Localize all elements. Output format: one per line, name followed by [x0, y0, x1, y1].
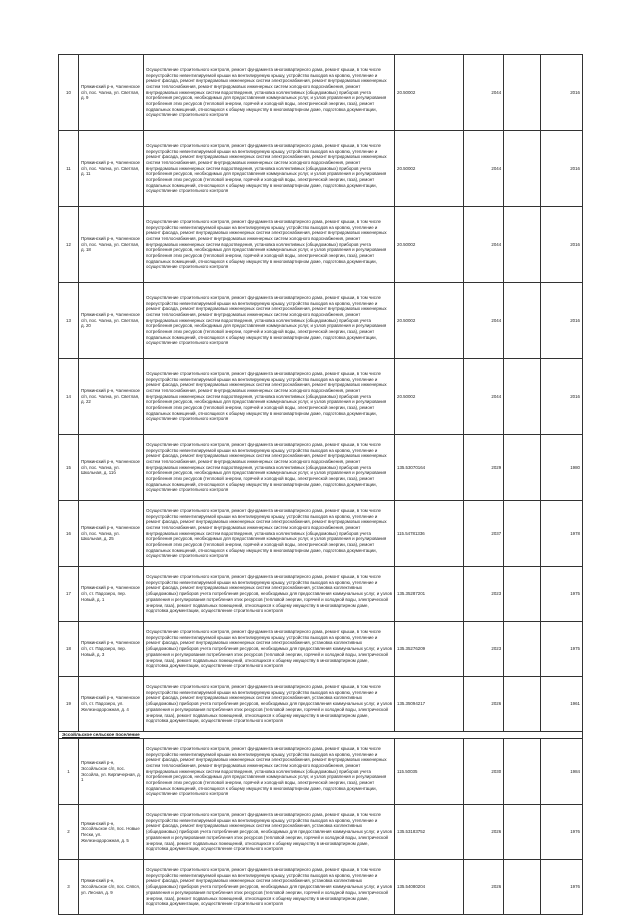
address-cell: Пряжинский р-н, Чалненское с/п, ст. Падозеро, пер. Новый, д. 1	[78, 567, 143, 622]
code-cell: 135.35287201	[395, 567, 464, 622]
code-cell: 135.53070164	[395, 435, 464, 501]
year-cell: 2044	[464, 207, 504, 283]
code-cell: 115.54781336	[395, 501, 464, 567]
empty-cell	[504, 131, 541, 207]
row-number: 14	[59, 359, 79, 435]
year-cell: 2037	[464, 501, 504, 567]
address-cell: Пряжинский р-н, Эссойльское с/п, пос. Новые Пески, ул. Железнодорожная, д. 5	[78, 805, 143, 860]
empty-cell	[504, 860, 541, 915]
works-cell: Осуществление строительного контроля, ремонт фундамента многоквартирного дома, ремонт крыши, в том числе переустройство невентилируемой крыши на вентилируемую крышу, устройство выходов на кровлю, утепление и ремонт фасада, ремонт внутридомовых инженерных систем электроснабжения, ремонт внутридомовых инженерных систем теплоснабжения, ремонт внутридомовых инженерных систем холодного водоснабжения, ремонт внутридомовых инженерных систем водоотведения, установка коллективных (общедомовых) приборов учета потребления ресурсов, необходимых для предоставления коммунальных услуг, и узлов управления и регулирования потребления этих ресурсов (тепловой энергии, горячей и холодной воды, электрической энергии, газа), ремонт подвальных помещений, относящихся к общему имуществу в многоквартирном доме, подготовка документации, осуществление строительного контроля	[144, 501, 395, 567]
year-built-cell: 1976	[540, 805, 582, 860]
works-cell: Осуществление строительного контроля, ремонт фундамента многоквартирного дома, ремонт крыши, в том числе переустройство невентилируемой крыши на вентилируемую крышу, устройство выходов на кровлю, утепление и ремонт фасада, ремонт внутридомовых инженерных систем электроснабжения, ремонт внутридомовых инженерных систем теплоснабжения, ремонт внутридомовых инженерных систем холодного водоснабжения, ремонт внутридомовых инженерных систем водоотведения, установка коллективных (общедомовых) приборов учета потребления ресурсов, необходимых для предоставления коммунальных услуг, и узлов управления и регулирования потребления этих ресурсов (тепловой энергии, горячей и холодной воды, электрической энергии, газа), ремонт подвальных помещений, относящихся к общему имуществу в многоквартирном доме, подготовка документации, осуществление строительного контроля	[144, 739, 395, 805]
year-built-cell: 1975	[540, 622, 582, 677]
year-built-cell: 1961	[540, 677, 582, 732]
table-row	[59, 860, 583, 915]
address-cell: Пряжинский р-н, Чалненское с/п, ст. Падозеро, пер. Новый, д. 3	[78, 622, 143, 677]
address-cell: Пряжинский р-н, Эссойльское с/п, пос. Сяпся, ул. Лесная, д. 9	[78, 860, 143, 915]
year-built-cell: 2016	[540, 283, 582, 359]
table-row	[59, 207, 583, 283]
empty-cell	[504, 283, 541, 359]
empty-cell	[504, 359, 541, 435]
row-number: 1	[59, 739, 79, 805]
code-cell: 20.50002	[395, 207, 464, 283]
table-row	[59, 567, 583, 622]
code-cell: 135.54080204	[395, 860, 464, 915]
year-built-cell: 2016	[540, 55, 582, 131]
row-number: 18	[59, 622, 79, 677]
works-cell: Осуществление строительного контроля, ремонт фундамента многоквартирного дома, ремонт крыши, в том числе переустройство невентилируемой крыши на вентилируемую крышу, устройство выходов на кровлю, утепление и ремонт фасада, ремонт внутридомовых инженерных систем электроснабжения, ремонт внутридомовых инженерных систем теплоснабжения, ремонт внутридомовых инженерных систем холодного водоснабжения, ремонт внутридомовых инженерных систем водоотведения, установка коллективных (общедомовых) приборов учета потребления ресурсов, необходимых для предоставления коммунальных услуг, и узлов управления и регулирования потребления этих ресурсов (тепловой энергии, горячей и холодной воды, электрической энергии, газа), ремонт подвальных помещений, относящихся к общему имуществу в многоквартирном доме, подготовка документации, осуществление строительного контроля	[144, 131, 395, 207]
works-cell: Осуществление строительного контроля, ремонт фундамента многоквартирного дома, ремонт крыши, в том числе переустройство невентилируемой крыши на вентилируемую крышу, устройство выходов на кровлю, утепление и ремонт фасада, ремонт внутридомовых инженерных систем электроснабжения, ремонт внутридомовых инженерных систем теплоснабжения, ремонт внутридомовых инженерных систем холодного водоснабжения, ремонт внутридомовых инженерных систем водоотведения, установка коллективных (общедомовых) приборов учета потребления ресурсов, необходимых для предоставления коммунальных услуг, и узлов управления и регулирования потребления этих ресурсов (тепловой энергии, горячей и холодной воды, электрической энергии, газа), ремонт подвальных помещений, относящихся к общему имуществу в многоквартирном доме, подготовка документации, осуществление строительного контроля	[144, 55, 395, 131]
works-cell: Осуществление строительного контроля, ремонт фундамента многоквартирного дома, ремонт крыши, в том числе переустройство невентилируемой крыши на вентилируемую крышу, устройство выходов на кровлю, утепление и ремонт фасада, ремонт внутридомовых инженерных систем электроснабжения, ремонт внутридомовых инженерных систем теплоснабжения, ремонт внутридомовых инженерных систем холодного водоснабжения, ремонт внутридомовых инженерных систем водоотведения, установка коллективных (общедомовых) приборов учета потребления ресурсов, необходимых для предоставления коммунальных услуг, и узлов управления и регулирования потребления этих ресурсов (тепловой энергии, горячей и холодной воды, электрической энергии, газа), ремонт подвальных помещений, относящихся к общему имуществу в многоквартирном доме, подготовка документации, осуществление строительного контроля	[144, 207, 395, 283]
empty-cell	[504, 501, 541, 567]
table-row	[59, 501, 583, 567]
year-built-cell: 1984	[540, 739, 582, 805]
empty-cell	[504, 55, 541, 131]
row-number: 11	[59, 131, 79, 207]
year-cell: 2026	[464, 805, 504, 860]
row-number: 2	[59, 805, 79, 860]
year-cell: 2026	[464, 677, 504, 732]
year-cell: 2044	[464, 55, 504, 131]
address-cell: Пряжинский р-н, Чалненское с/п, пос. Чална, ул. Светлая, д. 11	[78, 131, 143, 207]
year-cell: 2030	[464, 739, 504, 805]
works-cell: Осуществление строительного контроля, ремонт фундамента многоквартирного дома, ремонт крыши, в том числе переустройство невентилируемой крыши на вентилируемую крышу, устройство выходов на кровлю, утепление и ремонт фасада, ремонт внутридомовых инженерных систем электроснабжения, установка коллективных (общедомовых) приборов учета потребления ресурсов, необходимых для предоставления коммунальных услуг, и узлов управления и регулирования потребления этих ресурсов (тепловой энергии, горячей и холодной воды, электрической энергии, газа), ремонт подвальных помещений, относящихся к общему имуществу в многоквартирном доме, подготовка документации, осуществление строительного контроля	[144, 805, 395, 860]
year-cell: 2029	[464, 435, 504, 501]
table-row	[59, 131, 583, 207]
table-row	[59, 677, 583, 732]
works-cell: Осуществление строительного контроля, ремонт фундамента многоквартирного дома, ремонт крыши, в том числе переустройство невентилируемой крыши на вентилируемую крышу, устройство выходов на кровлю, утепление и ремонт фасада, ремонт внутридомовых инженерных систем электроснабжения, ремонт внутридомовых инженерных систем теплоснабжения, ремонт внутридомовых инженерных систем холодного водоснабжения, ремонт внутридомовых инженерных систем водоотведения, установка коллективных (общедомовых) приборов учета потребления ресурсов, необходимых для предоставления коммунальных услуг, и узлов управления и регулирования потребления этих ресурсов (тепловой энергии, горячей и холодной воды, электрической энергии, газа), ремонт подвальных помещений, относящихся к общему имуществу в многоквартирном доме, подготовка документации, осуществление строительного контроля	[144, 435, 395, 501]
year-cell: 2026	[464, 860, 504, 915]
row-number: 12	[59, 207, 79, 283]
empty-cell	[504, 739, 541, 805]
year-built-cell: 2016	[540, 359, 582, 435]
table-row	[59, 55, 583, 131]
table-row	[59, 435, 583, 501]
address-cell: Пряжинский р-н, Чалненское с/п, пос. Чална, ул. Светлая, д. 18	[78, 207, 143, 283]
empty-cell	[504, 567, 541, 622]
row-number: 3	[59, 860, 79, 915]
address-cell: Пряжинский р-н, Чалненское с/п, пос. Чална, ул. Школьная, д. 11б	[78, 435, 143, 501]
row-number: 17	[59, 567, 79, 622]
year-built-cell: 2016	[540, 207, 582, 283]
row-number: 19	[59, 677, 79, 732]
year-built-cell: 1975	[540, 567, 582, 622]
year-cell: 2044	[464, 131, 504, 207]
section-row	[59, 732, 583, 739]
year-cell: 2044	[464, 359, 504, 435]
table-row	[59, 622, 583, 677]
year-cell: 2023	[464, 622, 504, 677]
year-built-cell: 1980	[540, 435, 582, 501]
empty-cell	[504, 677, 541, 732]
works-cell: Осуществление строительного контроля, ремонт фундамента многоквартирного дома, ремонт крыши, в том числе переустройство невентилируемой крыши на вентилируемую крышу, устройство выходов на кровлю, утепление и ремонт фасада, ремонт внутридомовых инженерных систем электроснабжения, установка коллективных (общедомовых) приборов учета потребления ресурсов, необходимых для предоставления коммунальных услуг, и узлов управления и регулирования потребления этих ресурсов (тепловой энергии, горячей и холодной воды, электрической энергии, газа), ремонт подвальных помещений, относящихся к общему имуществу в многоквартирном доме, подготовка документации, осуществление строительного контроля	[144, 677, 395, 732]
row-number: 15	[59, 435, 79, 501]
address-cell: Пряжинский р-н, Чалненское с/п, пос. Чална, ул. Светлая, д. 20	[78, 283, 143, 359]
year-cell: 2044	[464, 283, 504, 359]
year-built-cell: 1976	[540, 860, 582, 915]
table-row	[59, 283, 583, 359]
code-cell: 20.50002	[395, 283, 464, 359]
empty-cell	[504, 805, 541, 860]
section-title: Эссойльское сельское поселение	[59, 732, 583, 739]
address-cell: Пряжинский р-н, Чалненское с/п, ст. Падозеро, ул. Железнодорожная, д. 4	[78, 677, 143, 732]
code-cell: 135.53183752	[395, 805, 464, 860]
year-built-cell: 2016	[540, 131, 582, 207]
capital-repair-table	[58, 54, 583, 915]
works-cell: Осуществление строительного контроля, ремонт фундамента многоквартирного дома, ремонт крыши, в том числе переустройство невентилируемой крыши на вентилируемую крышу, устройство выходов на кровлю, утепление и ремонт фасада, ремонт внутридомовых инженерных систем электроснабжения, ремонт внутридомовых инженерных систем теплоснабжения, ремонт внутридомовых инженерных систем холодного водоснабжения, ремонт внутридомовых инженерных систем водоотведения, установка коллективных (общедомовых) приборов учета потребления ресурсов, необходимых для предоставления коммунальных услуг, и узлов управления и регулирования потребления этих ресурсов (тепловой энергии, горячей и холодной воды, электрической энергии, газа), ремонт подвальных помещений, относящихся к общему имуществу в многоквартирном доме, подготовка документации, осуществление строительного контроля	[144, 283, 395, 359]
code-cell: 135.35094217	[395, 677, 464, 732]
table-row	[59, 805, 583, 860]
row-number: 16	[59, 501, 79, 567]
works-cell: Осуществление строительного контроля, ремонт фундамента многоквартирного дома, ремонт крыши, в том числе переустройство невентилируемой крыши на вентилируемую крышу, устройство выходов на кровлю, утепление и ремонт фасада, ремонт внутридомовых инженерных систем электроснабжения, установка коллективных (общедомовых) приборов учета потребления ресурсов, необходимых для предоставления коммунальных услуг, и узлов управления и регулирования потребления этих ресурсов (тепловой энергии, горячей и холодной воды, электрической энергии, газа), ремонт подвальных помещений, относящихся к общему имуществу в многоквартирном доме, подготовка документации, осуществление строительного контроля	[144, 622, 395, 677]
year-built-cell: 1978	[540, 501, 582, 567]
works-cell: Осуществление строительного контроля, ремонт фундамента многоквартирного дома, ремонт крыши, в том числе переустройство невентилируемой крыши на вентилируемую крышу, устройство выходов на кровлю, утепление и ремонт фасада, ремонт внутридомовых инженерных систем электроснабжения, установка коллективных (общедомовых) приборов учета потребления ресурсов, необходимых для предоставления коммунальных услуг, и узлов управления и регулирования потребления этих ресурсов (тепловой энергии, горячей и холодной воды, электрической энергии, газа), ремонт подвальных помещений, относящихся к общему имуществу в многоквартирном доме, подготовка документации, осуществление строительного контроля	[144, 567, 395, 622]
row-number: 13	[59, 283, 79, 359]
empty-cell	[504, 622, 541, 677]
works-cell: Осуществление строительного контроля, ремонт фундамента многоквартирного дома, ремонт крыши, в том числе переустройство невентилируемой крыши на вентилируемую крышу, устройство выходов на кровлю, утепление и ремонт фасада, ремонт внутридомовых инженерных систем электроснабжения, ремонт внутридомовых инженерных систем теплоснабжения, ремонт внутридомовых инженерных систем холодного водоснабжения, ремонт внутридомовых инженерных систем водоотведения, установка коллективных (общедомовых) приборов учета потребления ресурсов, необходимых для предоставления коммунальных услуг, и узлов управления и регулирования потребления этих ресурсов (тепловой энергии, горячей и холодной воды, электрической энергии, газа), ремонт подвальных помещений, относящихся к общему имуществу в многоквартирном доме, подготовка документации, осуществление строительного контроля	[144, 359, 395, 435]
code-cell: 20.50002	[395, 359, 464, 435]
row-number: 10	[59, 55, 79, 131]
code-cell: 115.50035	[395, 739, 464, 805]
works-cell: Осуществление строительного контроля, ремонт фундамента многоквартирного дома, ремонт крыши, в том числе переустройство невентилируемой крыши на вентилируемую крышу, устройство выходов на кровлю, утепление и ремонт фасада, ремонт внутридомовых инженерных систем электроснабжения, установка коллективных (общедомовых) приборов учета потребления ресурсов, необходимых для предоставления коммунальных услуг, и узлов управления и регулирования потребления этих ресурсов (тепловой энергии, горячей и холодной воды, электрической энергии, газа), ремонт подвальных помещений, относящихся к общему имуществу в многоквартирном доме, подготовка документации, осуществление строительного контроля	[144, 860, 395, 915]
code-cell: 20.50002	[395, 55, 464, 131]
table-row	[59, 739, 583, 805]
address-cell: Пряжинский р-н, Чалненское с/п, пос. Чална, ул. Светлая, д. 9	[78, 55, 143, 131]
address-cell: Пряжинский р-н, Эссойльское с/п, пос. Эссойла, ул. Кирпичерная, д. 1	[78, 739, 143, 805]
address-cell: Пряжинский р-н, Чалненское с/п, пос. Чална, ул. Школьная, д. 25	[78, 501, 143, 567]
code-cell: 135.35276209	[395, 622, 464, 677]
address-cell: Пряжинский р-н, Чалненское с/п, пос. Чална, ул. Светлая, д. 22	[78, 359, 143, 435]
code-cell: 20.50002	[395, 131, 464, 207]
year-cell: 2023	[464, 567, 504, 622]
empty-cell	[504, 207, 541, 283]
empty-cell	[504, 435, 541, 501]
table-row	[59, 359, 583, 435]
